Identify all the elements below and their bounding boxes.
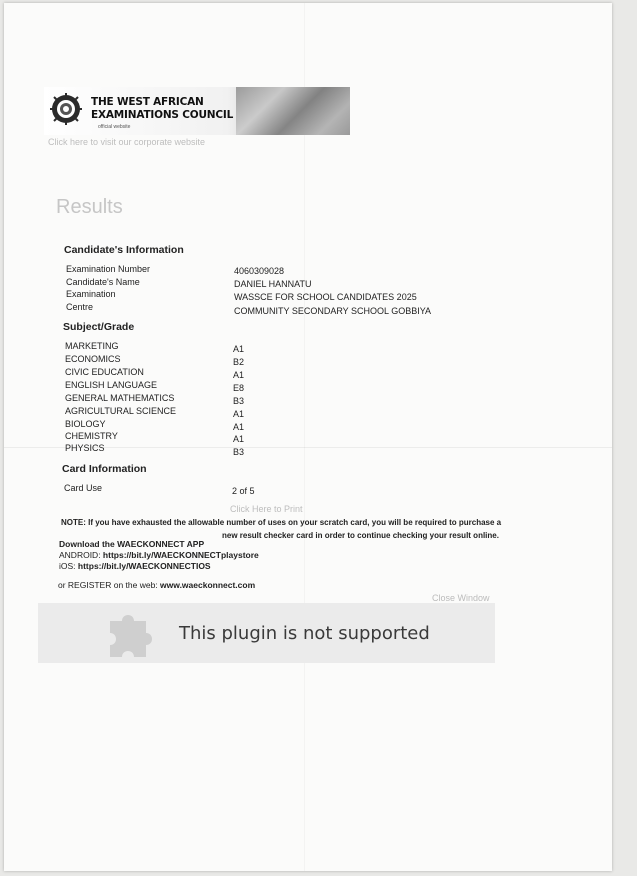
plugin-not-supported-message: This plugin is not supported <box>179 623 430 644</box>
corporate-website-link[interactable]: Click here to visit our corporate website <box>48 137 206 147</box>
note-line-1: NOTE: If you have exhausted the allowable number of uses on your scratch card, you will be required to purchase a <box>61 518 502 527</box>
candidate-name-value: DANIEL HANNATU <box>234 279 312 289</box>
org-name-line1: THE WEST AFRICAN <box>91 96 204 108</box>
grade-value: B2 <box>233 357 245 367</box>
subject-row: PHYSICS <box>65 443 105 453</box>
card-use-label: Card Use <box>64 483 103 493</box>
centre-label: Centre <box>66 302 94 312</box>
page-title: Results <box>56 196 123 218</box>
banner-photo <box>236 87 350 135</box>
grade-value: A1 <box>233 434 245 444</box>
org-subtitle: official website <box>98 124 131 130</box>
android-url[interactable]: https://bit.ly/WAECKONNECTplaystore <box>102 550 259 560</box>
register-line <box>58 580 255 590</box>
android-label: ANDROID: <box>59 550 103 560</box>
register-prefix: or REGISTER on the web: <box>58 580 161 590</box>
card-use-value: 2 of 5 <box>232 486 255 496</box>
note-line-2: new result checker card in order to continue checking your result online. <box>222 531 499 540</box>
waec-seal-icon <box>50 93 82 125</box>
grade-value: A1 <box>233 344 245 354</box>
android-line <box>59 550 259 560</box>
candidate-name-label: Candidate's Name <box>66 277 140 287</box>
examination-label: Examination <box>66 289 116 299</box>
subject-row: ENGLISH LANGUAGE <box>65 380 158 390</box>
org-name <box>91 96 233 122</box>
subject-row: MARKETING <box>65 341 119 351</box>
grade-value: A1 <box>233 409 245 419</box>
unsupported-plugin-box <box>38 603 495 663</box>
grade-value: B3 <box>233 396 245 406</box>
ios-label: iOS: <box>59 561 78 571</box>
grade-value: E8 <box>233 383 245 393</box>
subject-row: GENERAL MATHEMATICS <box>65 393 175 403</box>
subject-row: CHEMISTRY <box>65 431 118 441</box>
close-window-link[interactable]: Close Window <box>432 593 490 603</box>
org-name-line2: EXAMINATIONS COUNCIL <box>91 109 234 121</box>
register-url[interactable]: www.waeckonnect.com <box>160 580 256 590</box>
subject-row: BIOLOGY <box>65 419 106 429</box>
subject-row: ECONOMICS <box>65 354 121 364</box>
exam-number-value: 4060309028 <box>234 266 285 276</box>
exam-number-label: Examination Number <box>66 264 151 274</box>
subject-row: CIVIC EDUCATION <box>65 367 144 377</box>
candidate-info-heading: Candidate's Information <box>64 244 184 256</box>
download-app-text: Download the WAECKONNECT APP <box>59 539 205 549</box>
examination-value: WASSCE FOR SCHOOL CANDIDATES 2025 <box>234 292 417 302</box>
grade-value: A1 <box>233 422 245 432</box>
grade-value: B3 <box>233 447 245 457</box>
card-info-heading: Card Information <box>62 463 147 475</box>
print-link[interactable]: Click Here to Print <box>230 504 303 514</box>
centre-value: COMMUNITY SECONDARY SCHOOL GOBBIYA <box>234 306 432 316</box>
subject-grade-heading: Subject/Grade <box>63 321 135 333</box>
puzzle-piece-icon <box>104 607 156 659</box>
subject-row: AGRICULTURAL SCIENCE <box>65 406 177 416</box>
ios-line <box>59 561 211 571</box>
grade-value: A1 <box>233 370 245 380</box>
ios-url[interactable]: https://bit.ly/WAECKONNECTIOS <box>77 561 211 571</box>
